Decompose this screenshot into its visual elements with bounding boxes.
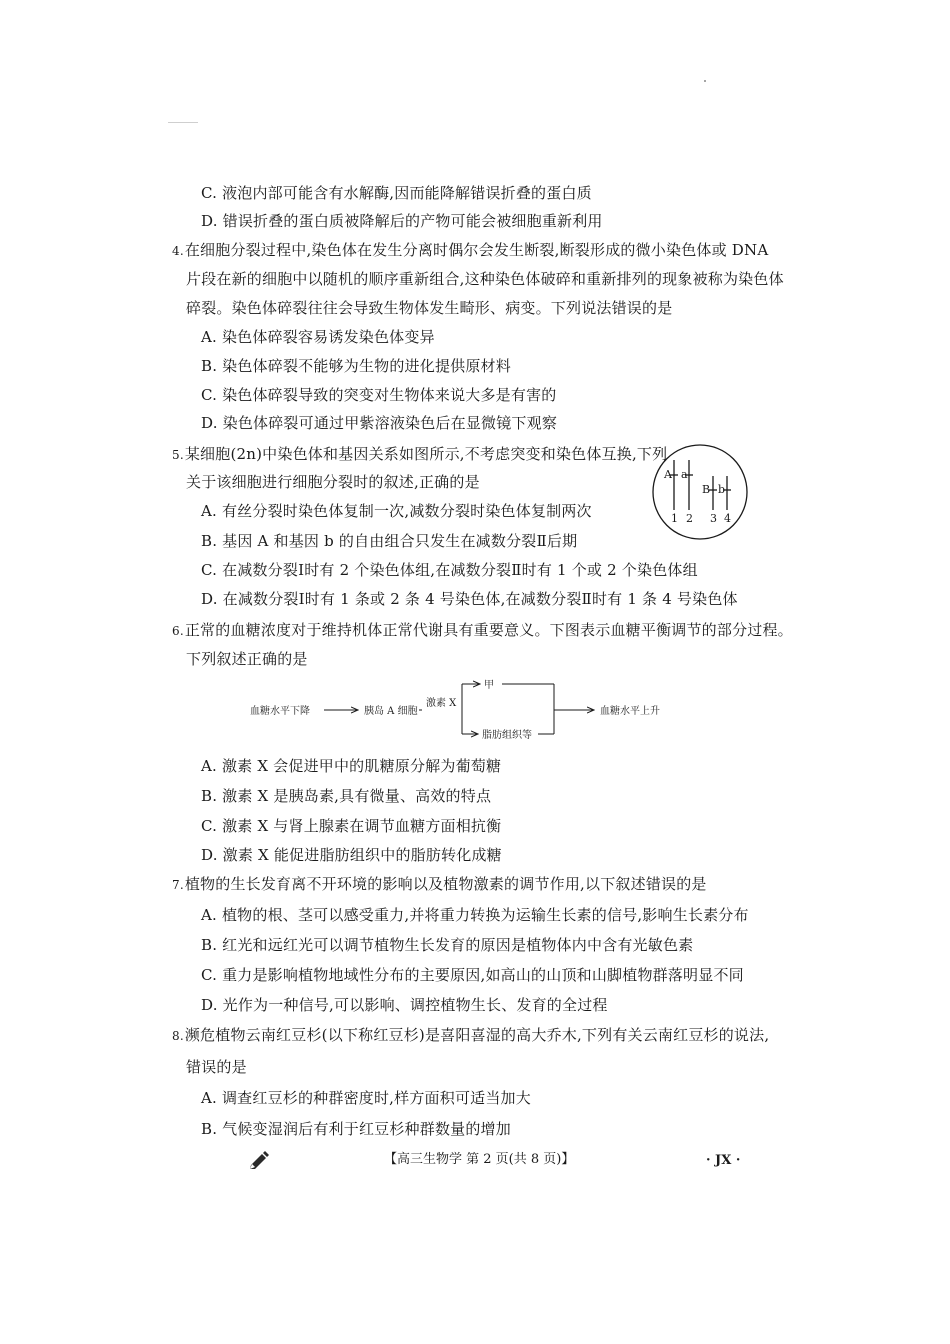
q6-stem-line-2: 下列叙述正确的是 [186, 650, 308, 668]
q8-option-a: A. 调查红豆杉的种群密度时,样方面积可适当加大 [201, 1089, 531, 1107]
flow-cell: 胰岛 A 细胞 [364, 706, 418, 717]
scan-speck [704, 80, 706, 82]
chromosome-number-4: 4 [724, 512, 731, 525]
chromosome-number-3: 3 [710, 512, 717, 525]
q6-number: 6. [172, 624, 184, 638]
q7-stem-line-1: 7.植物的生长发育离不开环境的影响以及植物激素的调节作用,以下叙述错误的是 [172, 875, 707, 893]
q7-number: 7. [172, 878, 184, 892]
q5-option-b: B. 基因 A 和基因 b 的自由组合只发生在减数分裂Ⅱ后期 [201, 532, 578, 550]
q6-stem-line-1: 6.正常的血糖浓度对于维持机体正常代谢具有重要意义。下图表示血糖平衡调节的部分过程。 [172, 621, 793, 639]
q8-option-b: B. 气候变湿润后有利于红豆杉种群数量的增加 [201, 1120, 511, 1138]
q4-number: 4. [172, 244, 184, 258]
q6-option-d: D. 激素 X 能促进脂肪组织中的脂肪转化成糖 [201, 846, 502, 864]
q5-number: 5. [172, 448, 184, 462]
q8-stem-line-1: 8.濒危植物云南红豆杉(以下称红豆杉)是喜阳喜湿的高大乔木,下列有关云南红豆杉的说法, [172, 1026, 770, 1044]
q4-option-a: A. 染色体碎裂容易诱发染色体变异 [201, 328, 435, 346]
q8-number: 8. [172, 1029, 184, 1043]
q7-option-a: A. 植物的根、茎可以感受重力,并将重力转换为运输生长素的信号,影响生长素分布 [201, 906, 749, 924]
flow-hormone: 激素 X [426, 698, 457, 709]
q3-option-c: C. 液泡内部可能含有水解酶,因而能降解错误折叠的蛋白质 [201, 184, 592, 202]
q4-option-d: D. 染色体碎裂可通过甲紫溶液染色后在显微镜下观察 [201, 414, 558, 432]
footer-code: · JX · [706, 1153, 741, 1168]
q5-option-c: C. 在减数分裂Ⅰ时有 2 个染色体组,在减数分裂Ⅱ时有 1 个或 2 个染色体组 [201, 561, 698, 579]
chromosome-number-1: 1 [671, 512, 678, 525]
cell-outline [653, 445, 747, 539]
gene-label-b: b [718, 483, 726, 496]
q5-option-a: A. 有丝分裂时染色体复制一次,减数分裂时染色体复制两次 [201, 502, 592, 520]
q7-option-b: B. 红光和远红光可以调节植物生长发育的原因是植物体内中含有光敏色素 [201, 936, 694, 954]
gene-label-A: A [664, 468, 672, 481]
flow-target-bottom: 脂肪组织等 [482, 730, 532, 741]
top-rule [168, 122, 198, 123]
gene-label-a: a [681, 468, 688, 481]
flow-target-top: 甲 [484, 680, 494, 691]
gene-label-B: B [702, 483, 711, 496]
q5-stem-line-1: 5.某细胞(2n)中染色体和基因关系如图所示,不考虑突变和染色体互换,下列 [172, 445, 668, 463]
q8-stem-line-2: 错误的是 [186, 1058, 247, 1076]
flow-result: 血糖水平上升 [600, 706, 660, 717]
q7-option-c: C. 重力是影响植物地域性分布的主要原因,如高山的山顶和山脚植物群落明显不同 [201, 966, 744, 984]
q6-option-b: B. 激素 X 是胰岛素,具有微量、高效的特点 [201, 787, 492, 805]
pencil-icon [248, 1148, 270, 1170]
q5-option-d: D. 在减数分裂Ⅰ时有 1 条或 2 条 4 号染色体,在减数分裂Ⅱ时有 1 条 4 号染色体 [201, 590, 738, 608]
q3-option-d: D. 错误折叠的蛋白质被降解后的产物可能会被细胞重新利用 [201, 212, 603, 230]
chromosome-number-2: 2 [686, 512, 693, 525]
flow-start: 血糖水平下降 [250, 706, 310, 717]
q7-option-d: D. 光作为一种信号,可以影响、调控植物生长、发育的全过程 [201, 996, 608, 1014]
chromosome-cell-figure [650, 442, 750, 542]
q5-stem-line-2: 关于该细胞进行细胞分裂时的叙述,正确的是 [186, 473, 480, 491]
q6-option-a: A. 激素 X 会促进甲中的肌糖原分解为葡萄糖 [201, 757, 502, 775]
footer-page-label: 【高三生物学 第 2 页(共 8 页)】 [384, 1152, 575, 1167]
q4-option-c: C. 染色体碎裂导致的突变对生物体来说大多是有害的 [201, 386, 557, 404]
q4-option-b: B. 染色体碎裂不能够为生物的进化提供原材料 [201, 357, 511, 375]
q4-stem-line-2: 片段在新的细胞中以随机的顺序重新组合,这种染色体破碎和重新排列的现象被称为染色体 [186, 270, 784, 288]
q6-option-c: C. 激素 X 与肾上腺素在调节血糖方面相抗衡 [201, 817, 502, 835]
blood-sugar-flow-diagram [240, 672, 700, 752]
q4-stem-line-3: 碎裂。染色体碎裂往往会导致生物体发生畸形、病变。下列说法错误的是 [186, 299, 673, 317]
q4-stem-line-1: 4.在细胞分裂过程中,染色体在发生分离时偶尔会发生断裂,断裂形成的微小染色体或 DNA [172, 241, 769, 259]
